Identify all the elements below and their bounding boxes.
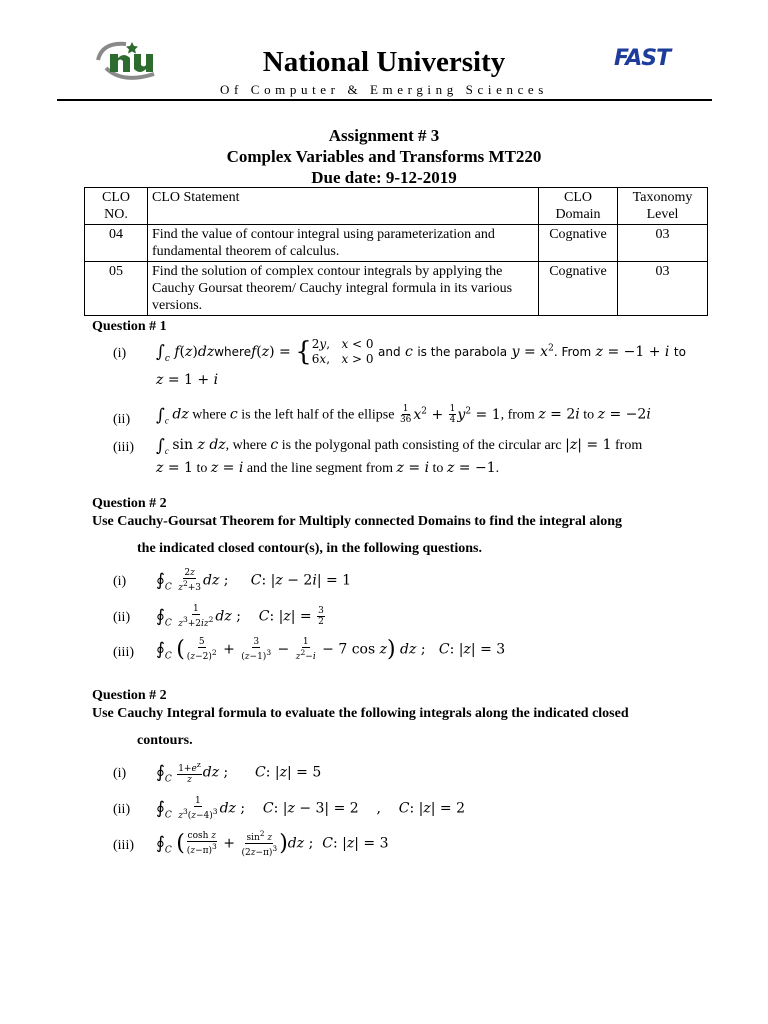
clo-domain: Cognative	[539, 262, 618, 316]
q2-item-iii-num: (iii)	[113, 645, 134, 660]
course-title: Complex Variables and Transforms MT220	[226, 147, 542, 166]
q2-instruction-2: the indicated closed contour(s), in the following questions.	[137, 541, 482, 556]
q1-item-i: $\int_c$ f(z)dzwheref(z) = {2y, x < 0 6x, x > 0 and c is the parabola $y = x^2$. From z = −1 + i to	[156, 337, 686, 367]
university-subtitle: Of Computer & Emerging Sciences	[220, 82, 548, 97]
q1-from: . From	[553, 345, 592, 359]
taxonomy-level: 03	[618, 225, 708, 262]
fast-logo	[614, 46, 670, 74]
clo-statement: Find the value of contour integral using parameterization and fundamental theorem of calculus.	[148, 225, 539, 262]
q3-item-i-num: (i)	[113, 766, 127, 781]
q1-item-iii-cont: z = 1 to z = i and the line segment from z = i to z = −1.	[156, 460, 500, 476]
assignment-title: Assignment # 3	[328, 126, 440, 145]
q1-item-iii-num: (iii)	[113, 440, 134, 455]
q1-ii-a: where	[192, 407, 227, 423]
header-rule	[57, 99, 712, 101]
q1-item-i-num: (i)	[113, 346, 127, 361]
q1-iii-a: , where	[225, 438, 267, 454]
q2-heading: Question # 2	[92, 496, 167, 511]
taxonomy-level: 03	[618, 262, 708, 316]
q1-to: to	[673, 345, 686, 359]
q1-heading: Question # 1	[92, 319, 167, 334]
clo-domain: Cognative	[539, 225, 618, 262]
q1-ii-b: is the left half of the ellipse	[241, 407, 395, 423]
q2-instruction-1: Use Cauchy-Goursat Theorem for Multiply connected Domains to find the integral along	[92, 514, 623, 529]
clo-no: 04	[85, 225, 148, 262]
q3-item-ii-num: (ii)	[113, 802, 131, 817]
q1-item-ii-num: (ii)	[113, 412, 131, 427]
q1-iii-c: from	[615, 438, 643, 454]
q1-iii-b: is the polygonal path consisting of the circular arc	[281, 438, 562, 454]
table-row	[85, 262, 708, 316]
q1-ii-c: , from	[500, 407, 535, 423]
table-row	[85, 225, 708, 262]
q3-item-ii: $∮_C$ $\frac{1}{z^3(z-4)^3}$ dz ; C: |z − 3| = 2 , C: |z| = 2	[156, 796, 465, 821]
q1-item-i-cont: z = 1 + i	[156, 372, 219, 388]
q2-item-ii: $∮_C$ $\frac{1}{z^3+2iz^2}$ dz ; C: |z| = $\frac{3}{2}$	[156, 604, 324, 629]
q2-item-iii: $∮_C$ ( $\frac{5}{(z-2)^2}$ + $\frac{3}{(z-1)^3}$ − $\frac{1}{z^2-i}$ − 7 cos z) dz ; C: |z| = 3	[156, 637, 506, 662]
clo-no: 05	[85, 262, 148, 316]
q3-heading: Question # 2	[92, 688, 167, 703]
header-clo-domain: CLO Domain	[539, 188, 618, 225]
header-taxonomy-level: Taxonomy Level	[618, 188, 708, 225]
header-clo-statement: CLO Statement	[148, 188, 539, 225]
q3-item-iii: $∮_C$ ( $\frac{\text{cosh z}}{(z-\pi)^3}$ + $\frac{\sin^2 z}{(2z-\pi)^3}$ )dz ; C: |z| = 3	[156, 829, 389, 858]
q1-ii-d: to	[583, 407, 595, 423]
clo-statement: Find the solution of complex contour integrals by applying the Cauchy Goursat theorem/ Cauchy integral formula in its various versions.	[148, 262, 539, 316]
university-name: National University	[262, 46, 506, 78]
q1-item-ii: $\int_c$ dz where c is the left half of the ellipse $\frac{1}{36}$ $x^2$ + $\frac{1}{4}$ $y^2 = 1$, from z = 2i to z = −2i	[156, 404, 651, 426]
q1-item-iii: $\int_c$ sin z dz, where c is the polygonal path consisting of the circular arc |z| = 1 from	[156, 436, 643, 457]
q1-iii-f: to	[432, 461, 444, 476]
q2-item-i-num: (i)	[113, 574, 127, 589]
header-clo-no: CLO NO.	[85, 188, 148, 225]
q1-is-parabola: is the parabola	[417, 345, 508, 359]
q3-instruction-2: contours.	[137, 733, 193, 748]
q2-item-i: $∮_C$ $\frac{2z}{z^2+3}$ dz ; C: |z − 2i| = 1	[156, 568, 352, 593]
q1-iii-d: to	[196, 461, 208, 476]
q1-where: where	[214, 345, 252, 359]
table-header-row	[85, 188, 708, 225]
clo-table	[84, 187, 708, 316]
fast-logo-text: FAST	[614, 46, 671, 71]
q1-and: and	[378, 345, 401, 359]
q3-item-iii-num: (iii)	[113, 838, 134, 853]
q3-instruction-1: Use Cauchy Integral formula to evaluate the following integrals along the indicated closed	[92, 706, 629, 721]
due-date: Due date: 9-12-2019	[311, 168, 457, 187]
q1-iii-e: and the line segment from	[246, 461, 394, 476]
q2-item-ii-num: (ii)	[113, 610, 131, 625]
q3-item-i: $∮_C$ $\frac{1+e^z}{z}$ dz ; C: |z| = 5	[156, 760, 322, 785]
